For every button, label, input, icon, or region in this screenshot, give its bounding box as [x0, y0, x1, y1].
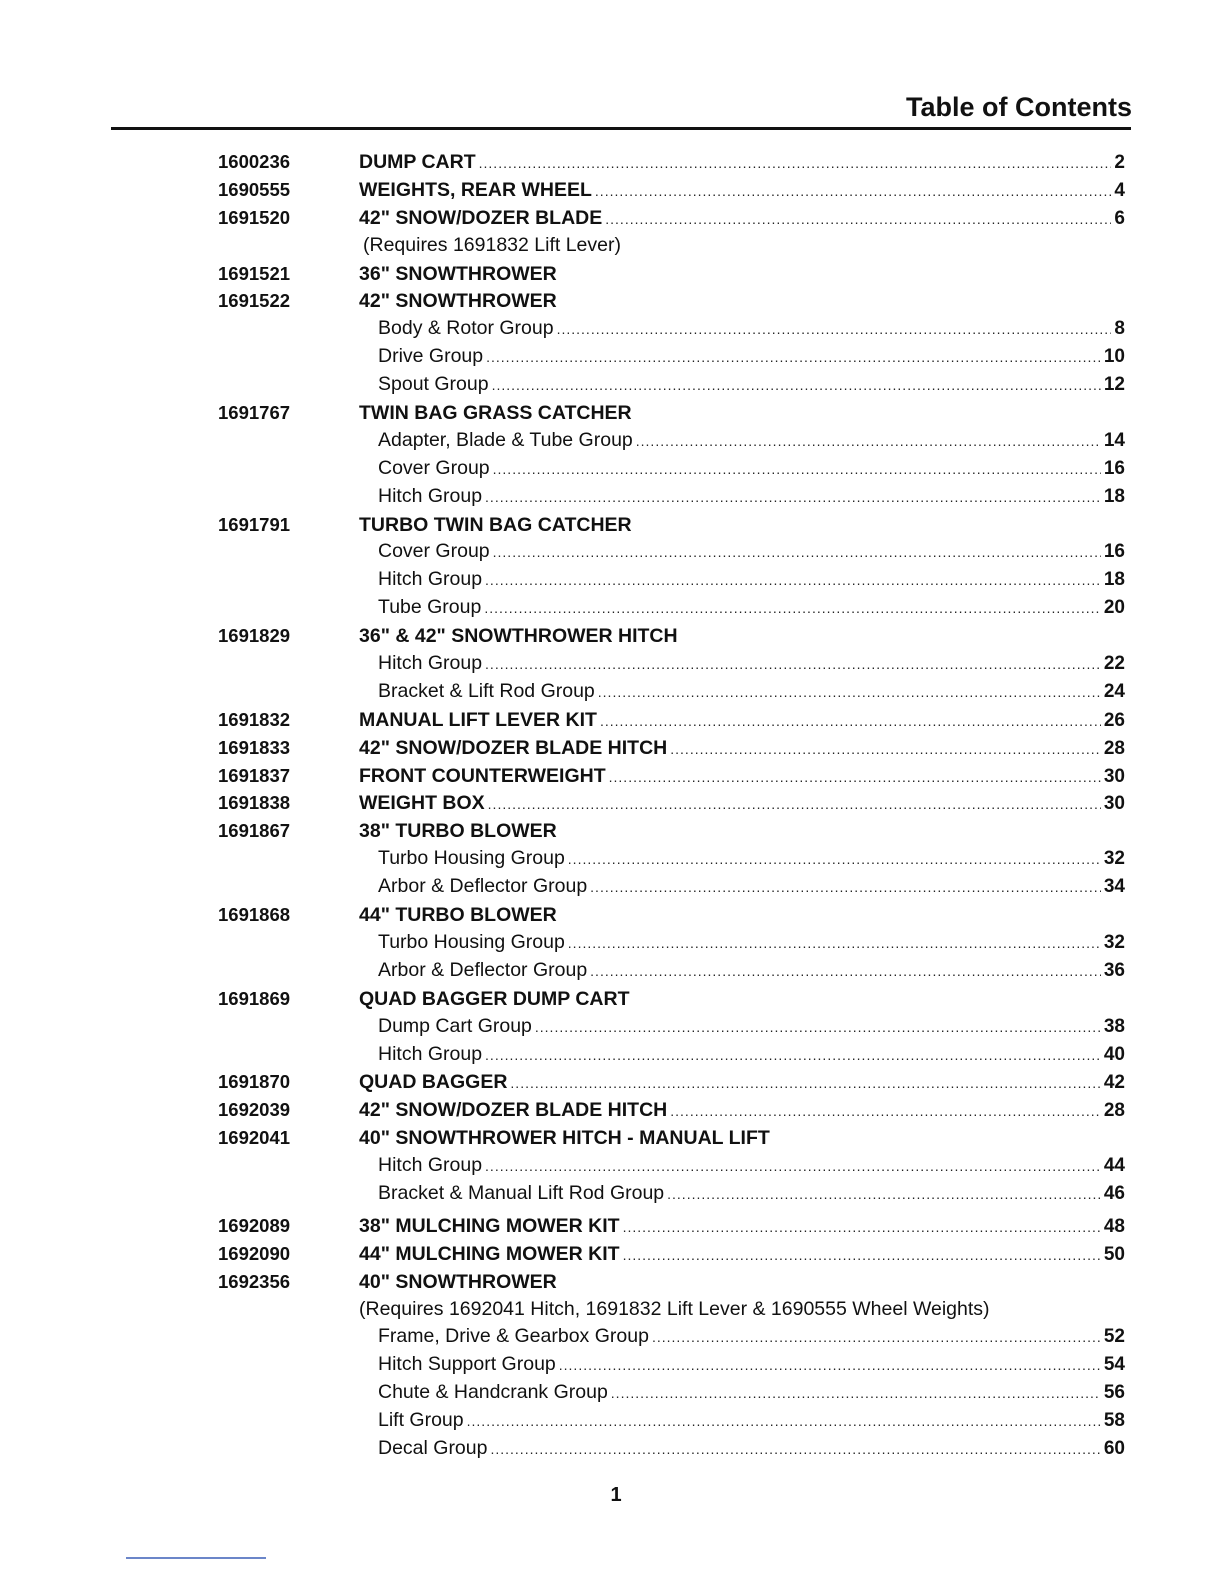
page-ref: 14 [1103, 429, 1125, 451]
page-ref: 28 [1103, 737, 1125, 759]
toc-subentry [218, 1351, 1125, 1379]
subentry-title: Arbor & Deflector Group [378, 958, 588, 981]
subentry-title: Turbo Housing Group [378, 930, 565, 953]
dot-leader [605, 206, 1111, 234]
toc-entry [218, 901, 1125, 929]
dot-leader [535, 1014, 1101, 1042]
part-number: 1600236 [218, 151, 291, 172]
toc-entry [218, 762, 1125, 790]
title-rule [111, 127, 1131, 130]
toc-entry [218, 1268, 1125, 1296]
toc-entry [218, 1240, 1125, 1268]
entry-title: QUAD BAGGER DUMP CART [359, 987, 630, 1010]
part-number: 1691829 [218, 625, 291, 647]
dot-leader [590, 958, 1101, 986]
toc-subentry [218, 957, 1125, 985]
toc-entry [218, 176, 1125, 204]
toc-entry [218, 706, 1125, 734]
entry-title: MANUAL LIFT LEVER KIT [359, 708, 597, 731]
toc-subentry [218, 1323, 1125, 1351]
page-ref: 18 [1103, 569, 1125, 591]
subentry-title: Cover Group [378, 456, 490, 479]
part-number: 1691870 [218, 1071, 291, 1093]
entry-title: QUAD BAGGER [359, 1071, 508, 1094]
dot-leader [467, 1408, 1101, 1436]
toc-subentry [218, 315, 1125, 343]
dot-leader [485, 1042, 1101, 1070]
part-number: 1691838 [218, 792, 291, 814]
page-ref: 28 [1103, 1100, 1125, 1122]
page-ref: 30 [1103, 765, 1125, 787]
entry-title: 42" SNOW/DOZER BLADE HITCH [359, 1099, 668, 1122]
toc-entry [218, 622, 1125, 650]
toc-subentry [218, 1013, 1125, 1041]
dot-leader [670, 736, 1101, 764]
entry-title: 40" SNOWTHROWER [359, 1270, 557, 1293]
dot-leader [485, 567, 1101, 595]
requirement-note: (Requires 1691832 Lift Lever) [363, 233, 621, 256]
part-number: 1691832 [218, 708, 291, 730]
entry-title: 42" SNOW/DOZER BLADE [359, 206, 603, 229]
entry-title: WEIGHTS, REAR WHEEL [359, 178, 592, 201]
subentry-title: Bracket & Manual Lift Rod Group [378, 1181, 665, 1204]
page-ref: 32 [1103, 931, 1125, 953]
toc-entry [218, 260, 1125, 288]
toc-entry [218, 817, 1125, 845]
page-ref: 18 [1103, 485, 1125, 507]
page-ref: 24 [1103, 680, 1125, 702]
entry-title: FRONT COUNTERWEIGHT [359, 764, 606, 787]
page-ref: 32 [1103, 848, 1125, 870]
toc-subentry [218, 371, 1125, 399]
page-ref: 4 [1114, 179, 1125, 201]
toc-subentry [218, 873, 1125, 901]
dot-leader [623, 1214, 1101, 1242]
toc-subentry [218, 343, 1125, 371]
dot-leader [485, 484, 1101, 512]
subentry-title: Decal Group [378, 1436, 488, 1459]
subentry-title: Lift Group [378, 1409, 464, 1432]
page-ref: 38 [1103, 1015, 1125, 1037]
page-ref: 60 [1103, 1437, 1125, 1459]
page-ref: 22 [1103, 653, 1125, 675]
page-ref: 20 [1103, 597, 1125, 619]
dot-leader [492, 372, 1101, 400]
dot-leader [488, 791, 1101, 819]
part-number: 1691522 [218, 290, 291, 312]
toc-entry [218, 734, 1125, 762]
dot-leader [510, 1070, 1100, 1098]
toc-subentry [218, 483, 1125, 511]
subentry-title: Hitch Group [378, 1042, 483, 1065]
dot-leader [609, 764, 1101, 792]
dot-leader [493, 456, 1101, 484]
subentry-title: Hitch Group [378, 652, 483, 675]
toc-subentry [218, 678, 1125, 706]
dot-leader [568, 930, 1101, 958]
page-ref: 50 [1103, 1243, 1125, 1265]
dot-leader [670, 1098, 1101, 1126]
subentry-title: Bracket & Lift Rod Group [378, 679, 595, 702]
toc-subentry [218, 1379, 1125, 1407]
entry-title: WEIGHT BOX [359, 792, 485, 815]
part-number: 1692356 [218, 1270, 291, 1292]
part-number: 1691869 [218, 987, 291, 1009]
entry-title: TWIN BAG GRASS CATCHER [359, 402, 632, 425]
entry-title: TURBO TWIN BAG CATCHER [359, 513, 632, 536]
entry-title: 42" SNOW/DOZER BLADE HITCH [359, 736, 668, 759]
toc-subentry [218, 1152, 1125, 1180]
toc-entry [218, 399, 1125, 427]
dot-leader [652, 1324, 1101, 1352]
subentry-title: Turbo Housing Group [378, 847, 565, 870]
toc-subentry [218, 1435, 1125, 1463]
page-ref: 36 [1103, 959, 1125, 981]
page-ref: 44 [1103, 1155, 1125, 1177]
part-number: 1691837 [218, 764, 291, 786]
subentry-title: Drive Group [378, 345, 484, 368]
toc-subentry [218, 1041, 1125, 1069]
subentry-title: Adapter, Blade & Tube Group [378, 428, 633, 451]
subentry-title: Cover Group [378, 540, 490, 563]
toc-subentry [218, 1180, 1125, 1208]
entry-title: 42" SNOWTHROWER [359, 290, 557, 313]
toc-entry [218, 1212, 1125, 1240]
part-number: 1691521 [218, 262, 291, 284]
dot-leader [493, 539, 1101, 567]
part-number: 1691791 [218, 513, 291, 535]
part-number: 1690555 [218, 178, 291, 200]
toc-entry [218, 1068, 1125, 1096]
page-number: 1 [610, 1484, 622, 1506]
dot-leader [479, 150, 1112, 178]
dot-leader [557, 316, 1112, 344]
part-number: 1692041 [218, 1127, 291, 1149]
dot-leader [623, 1242, 1101, 1270]
part-number: 1691833 [218, 736, 291, 758]
dot-leader [490, 1436, 1100, 1464]
page-ref: 16 [1103, 541, 1125, 563]
page-ref: 10 [1103, 346, 1125, 368]
page-ref: 56 [1103, 1382, 1125, 1404]
toc-entry [218, 204, 1125, 232]
part-number: 1691767 [218, 402, 291, 424]
entry-title: 44" TURBO BLOWER [359, 904, 557, 927]
part-number: 1692090 [218, 1242, 291, 1264]
dot-leader [485, 1153, 1101, 1181]
entry-title: DUMP CART [359, 151, 476, 173]
page-ref: 52 [1103, 1326, 1125, 1348]
toc-subentry [218, 1407, 1125, 1435]
toc-subentry [218, 427, 1125, 455]
toc-subentry [218, 929, 1125, 957]
footer-mark [126, 1557, 266, 1559]
page-ref: 54 [1103, 1354, 1125, 1376]
subentry-title: Tube Group [378, 596, 482, 619]
toc-entry [218, 1096, 1125, 1124]
toc-entry [218, 148, 1125, 176]
dot-leader [598, 679, 1101, 707]
page-ref: 46 [1103, 1182, 1125, 1204]
entry-title: 36" SNOWTHROWER [359, 262, 557, 285]
subentry-title: Dump Cart Group [378, 1014, 532, 1037]
subentry-title: Hitch Group [378, 1154, 483, 1177]
subentry-title: Hitch Group [378, 484, 483, 507]
page-ref: 16 [1103, 457, 1125, 479]
subentry-title: Spout Group [378, 373, 489, 396]
toc-note [218, 232, 1125, 260]
page-ref: 34 [1103, 876, 1125, 898]
subentry-title: Body & Rotor Group [378, 317, 554, 340]
subentry-title: Arbor & Deflector Group [378, 875, 588, 898]
dot-leader [568, 846, 1101, 874]
part-number: 1692089 [218, 1214, 291, 1236]
page-ref: 42 [1103, 1072, 1125, 1094]
dot-leader [590, 874, 1101, 902]
entry-title: 38" TURBO BLOWER [359, 820, 557, 843]
dot-leader [486, 344, 1101, 372]
page-ref: 30 [1103, 793, 1125, 815]
dot-leader [485, 651, 1101, 679]
page-ref: 12 [1103, 374, 1125, 396]
entry-title: 38" MULCHING MOWER KIT [359, 1214, 620, 1237]
part-number: 1691868 [218, 904, 291, 926]
entry-title: 44" MULCHING MOWER KIT [359, 1242, 620, 1265]
page-ref: 48 [1103, 1215, 1125, 1237]
dot-leader [484, 595, 1101, 623]
page-ref: 2 [1114, 152, 1125, 173]
toc-subentry [218, 538, 1125, 566]
toc-subentry [218, 594, 1125, 622]
page-ref: 40 [1103, 1043, 1125, 1065]
page-ref: 6 [1114, 207, 1125, 229]
toc-entry [218, 789, 1125, 817]
page-title: Table of Contents [906, 92, 1132, 122]
toc-subentry [218, 566, 1125, 594]
requirement-note: (Requires 1692041 Hitch, 1691832 Lift Lever & 1690555 Wheel Weights) [359, 1297, 990, 1320]
table-of-contents [218, 148, 1125, 1463]
toc-subentry [218, 845, 1125, 873]
toc-entry [218, 1124, 1125, 1152]
part-number: 1691520 [218, 206, 291, 228]
subentry-title: Hitch Group [378, 568, 483, 591]
toc-subentry [218, 455, 1125, 483]
dot-leader [611, 1380, 1101, 1408]
dot-leader [559, 1352, 1101, 1380]
subentry-title: Hitch Support Group [378, 1353, 556, 1376]
part-number: 1692039 [218, 1099, 291, 1121]
subentry-title: Chute & Handcrank Group [378, 1381, 608, 1404]
page-ref: 8 [1114, 318, 1125, 340]
toc-entry [218, 287, 1125, 315]
part-number: 1691867 [218, 820, 291, 842]
page-ref: 58 [1103, 1410, 1125, 1432]
entry-title: 40" SNOWTHROWER HITCH - MANUAL LIFT [359, 1127, 770, 1150]
toc-entry [218, 511, 1125, 539]
dot-leader [667, 1181, 1101, 1209]
dot-leader [600, 708, 1101, 736]
entry-title: 36" & 42" SNOWTHROWER HITCH [359, 625, 678, 648]
subentry-title: Frame, Drive & Gearbox Group [378, 1325, 649, 1348]
dot-leader [636, 428, 1101, 456]
page-ref: 26 [1103, 709, 1125, 731]
dot-leader [595, 178, 1112, 206]
toc-entry [218, 985, 1125, 1013]
toc-note [218, 1296, 1125, 1324]
toc-subentry [218, 650, 1125, 678]
